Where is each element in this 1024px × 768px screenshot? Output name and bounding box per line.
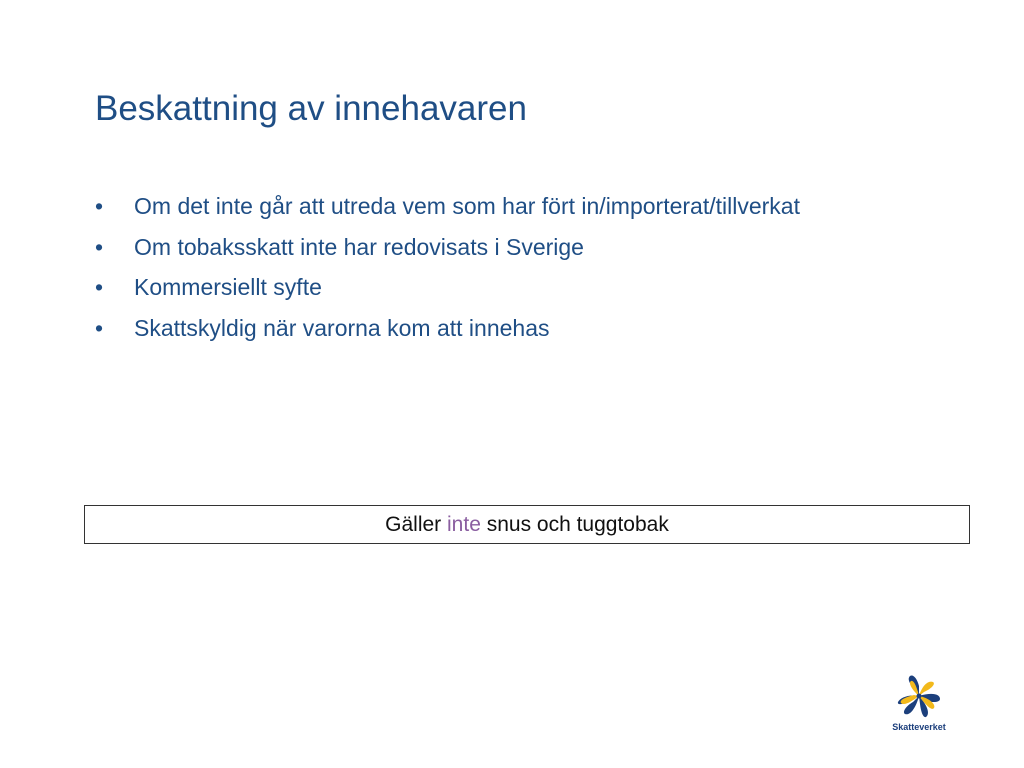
note-highlight: inte bbox=[447, 513, 481, 536]
skatteverket-sun-icon bbox=[884, 672, 954, 722]
slide-title: Beskattning av innehavaren bbox=[95, 89, 527, 128]
bullet-text: Kommersiellt syfte bbox=[134, 274, 322, 300]
note-text-after: snus och tuggtobak bbox=[480, 513, 669, 536]
bullet-marker: • bbox=[95, 233, 104, 260]
bullet-marker: • bbox=[95, 193, 104, 219]
bullet-marker: • bbox=[95, 314, 104, 341]
logo-text: Skatteverket bbox=[892, 722, 946, 732]
skatteverket-logo bbox=[884, 672, 964, 736]
bullet-marker: • bbox=[95, 274, 104, 300]
bullet-text: Skattskyldig när varorna kom att innehas bbox=[134, 314, 550, 341]
note-box bbox=[84, 505, 970, 544]
bullet-text: Om tobaksskatt inte har redovisats i Sverige bbox=[134, 233, 584, 260]
bullet-text: Om det inte går att utreda vem som har fört in/importerat/tillverkat bbox=[134, 193, 800, 219]
note-text-before: Gäller bbox=[385, 513, 448, 536]
